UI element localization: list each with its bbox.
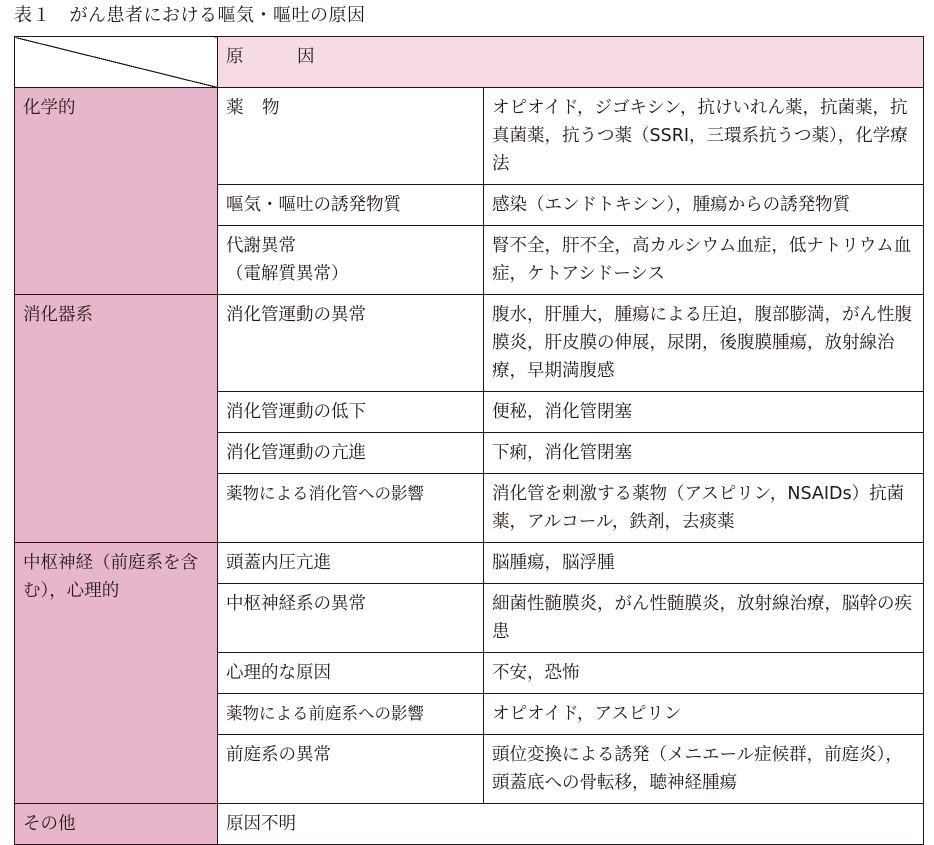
detail-cell: 腎不全，肝不全，高カルシウム血症，低ナトリウム血症，ケトアシドーシス	[484, 226, 924, 295]
causes-table	[14, 36, 924, 845]
subcategory-cell: 原因不明	[218, 804, 924, 845]
category-other: その他	[15, 804, 218, 845]
detail-cell: 腹水，肝腫大，腫瘍による圧迫，腹部膨満，がん性腹膜炎，肝皮膜の伸展，尿閉，後腹膜腫瘍，放射線治療，早期満腹感	[484, 295, 924, 392]
subcategory-cell: 前庭系の異常	[218, 735, 484, 804]
table-row	[15, 804, 924, 845]
detail-cell: オピオイド，アスピリン	[484, 694, 924, 735]
detail-cell: 細菌性髄膜炎，がん性髄膜炎，放射線治療，脳幹の疾患	[484, 584, 924, 653]
table-row	[15, 543, 924, 584]
subcategory-cell: 薬 物	[218, 88, 484, 185]
detail-cell: 下痢，消化管閉塞	[484, 433, 924, 474]
detail-cell: 消化管を刺激する薬物（アスピリン，NSAIDs）抗菌薬，アルコール，鉄剤，去痰薬	[484, 474, 924, 543]
detail-cell: 便秘，消化管閉塞	[484, 392, 924, 433]
category-digestive: 消化器系	[15, 295, 218, 543]
subcategory-cell: 嘔気・嘔吐の誘発物質	[218, 185, 484, 226]
subcategory-cell: 頭蓋内圧亢進	[218, 543, 484, 584]
header-causes: 原 因	[218, 37, 924, 88]
category-chemical: 化学的	[15, 88, 218, 295]
table-header-row	[15, 37, 924, 88]
detail-cell: 脳腫瘍，脳浮腫	[484, 543, 924, 584]
detail-cell: 頭位変換による誘発（メニエール症候群，前庭炎），頭蓋底への骨転移，聴神経腫瘍	[484, 735, 924, 804]
subcategory-cell: 消化管運動の低下	[218, 392, 484, 433]
subcategory-cell: 薬物による消化管への影響	[218, 474, 484, 543]
subcategory-cell: 消化管運動の異常	[218, 295, 484, 392]
corner-diagonal-cell	[15, 37, 218, 88]
subcategory-cell: 中枢神経系の異常	[218, 584, 484, 653]
table-row	[15, 295, 924, 392]
detail-cell: 感染（エンドトキシン），腫瘍からの誘発物質	[484, 185, 924, 226]
subcategory-cell: 薬物による前庭系への影響	[218, 694, 484, 735]
detail-cell: 不安，恐怖	[484, 653, 924, 694]
subcategory-cell: 心理的な原因	[218, 653, 484, 694]
subcategory-cell: 消化管運動の亢進	[218, 433, 484, 474]
table-row	[15, 88, 924, 185]
subcategory-cell: 代謝異常 （電解質異常）	[218, 226, 484, 295]
table-caption: 表１ がん患者における嘔気・嘔吐の原因	[14, 5, 366, 26]
category-cns: 中枢神経（前庭系を含む），心理的	[15, 543, 218, 804]
detail-cell: オピオイド，ジゴキシン，抗けいれん薬，抗菌薬，抗真菌薬，抗うつ薬（SSRI，三環系抗うつ薬），化学療法	[484, 88, 924, 185]
